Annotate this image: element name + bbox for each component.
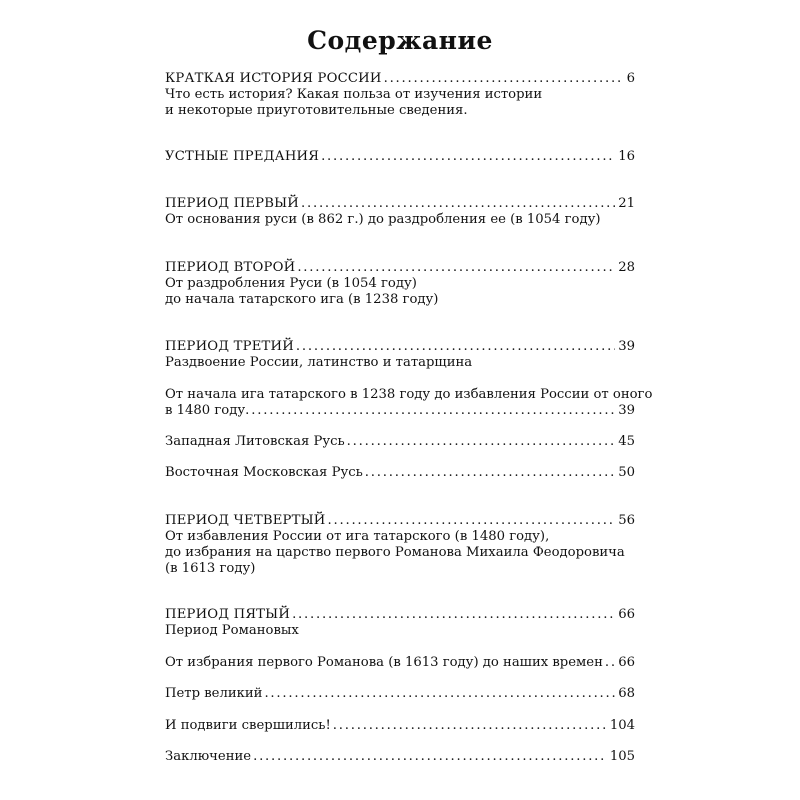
toc-entry-title: Петр великий (165, 686, 263, 701)
leader-dots (347, 433, 616, 450)
leader-dots (301, 195, 615, 212)
leader-dots (297, 259, 615, 276)
toc-subentry-western-lithuanian-rus[interactable] (165, 433, 635, 450)
leader-dots (292, 606, 615, 623)
toc-entry-description: Период Романовых (165, 623, 299, 638)
toc-entry-oral-traditions[interactable] (165, 148, 635, 165)
toc-entry-title: ПЕРИОД ЧЕТВЕРТЫЙ (165, 513, 326, 528)
toc-entry-title: в 1480 году. (165, 403, 250, 418)
toc-entry-title: От избрания первого Романова (в 1613 году) до наших времен (165, 655, 603, 670)
toc-entry-description: (в 1613 году) (165, 561, 256, 576)
page-title: Содержание (307, 26, 493, 55)
toc-entry-period-second[interactable] (165, 259, 635, 276)
toc-subentry-feats[interactable] (165, 717, 635, 734)
toc-entry-description: От избавления России от ига татарского (в 1480 году), (165, 529, 550, 544)
toc-entry-title: КРАТКАЯ ИСТОРИЯ РОССИИ (165, 71, 382, 86)
toc-entry-description: до начала татарского ига (в 1238 году) (165, 292, 439, 307)
toc-subentry-first-romanov[interactable] (165, 654, 635, 671)
toc-subentry-conclusion[interactable] (165, 748, 635, 765)
toc-page-number: 66 (618, 655, 635, 670)
toc-entry-brief-history[interactable] (165, 70, 635, 87)
leader-dots (251, 402, 615, 419)
toc-entry-title: УСТНЫЕ ПРЕДАНИЯ (165, 149, 320, 164)
toc-entry-period-first[interactable] (165, 195, 635, 212)
leader-dots (264, 685, 615, 702)
toc-page-number: 28 (618, 260, 635, 275)
toc-page-number: 39 (618, 339, 635, 354)
toc-page-number: 21 (618, 196, 635, 211)
toc-page-number: 39 (618, 403, 635, 418)
leader-dots (605, 654, 615, 671)
toc-entry-title: ПЕРИОД ВТОРОЙ (165, 260, 296, 275)
leader-dots (384, 70, 624, 87)
toc-page-number: 50 (618, 465, 635, 480)
toc-entry-period-third[interactable] (165, 338, 635, 355)
leader-dots (253, 748, 607, 765)
toc-entry-period-fourth[interactable] (165, 512, 635, 529)
leader-dots (365, 464, 615, 481)
toc-page-number: 105 (609, 749, 635, 764)
toc-entry-title: ПЕРИОД ПЯТЫЙ (165, 607, 291, 622)
toc-entry-title: Западная Литовская Русь (165, 434, 345, 449)
toc-entry-title: Восточная Московская Русь (165, 465, 363, 480)
toc-entry-title: Заключение (165, 749, 252, 764)
toc-page-number: 104 (609, 718, 635, 733)
toc-entry-title: ПЕРИОД ПЕРВЫЙ (165, 196, 299, 211)
toc-subentry-peter-the-great[interactable] (165, 685, 635, 702)
toc-page-number: 68 (618, 686, 635, 701)
toc-page-number: 66 (618, 607, 635, 622)
leader-dots (296, 338, 615, 355)
toc-entry-description: От основания руси (в 862 г.) до раздробления ее (в 1054 году) (165, 212, 601, 227)
leader-dots (328, 512, 616, 529)
toc-entry-description: до избрания на царство первого Романова Михаила Феодоровича (165, 545, 625, 560)
toc-entry-title: ПЕРИОД ТРЕТИЙ (165, 339, 294, 354)
toc-page-number: 6 (626, 71, 635, 86)
toc-page-number: 45 (618, 434, 635, 449)
toc-entry-period-fifth[interactable] (165, 606, 635, 623)
toc-page-number: 56 (618, 513, 635, 528)
toc-page-number: 16 (618, 149, 635, 164)
toc-entry-description: От раздробления Руси (в 1054 году) (165, 276, 417, 291)
toc-entry-description: Раздвоение России, латинство и татарщина (165, 355, 473, 370)
toc-entry-description: и некоторые приуготовительные сведения. (165, 103, 468, 118)
toc-subentry-description: От начала ига татарского в 1238 году до избавления России от оного (165, 387, 653, 402)
leader-dots (333, 717, 607, 734)
toc-subentry-eastern-moscow-rus[interactable] (165, 464, 635, 481)
leader-dots (321, 148, 615, 165)
toc-subentry-tatar-yoke[interactable] (165, 402, 635, 419)
toc-entry-title: И подвиги свершились! (165, 718, 331, 733)
toc-entry-description: Что есть история? Какая польза от изучения истории (165, 87, 543, 102)
